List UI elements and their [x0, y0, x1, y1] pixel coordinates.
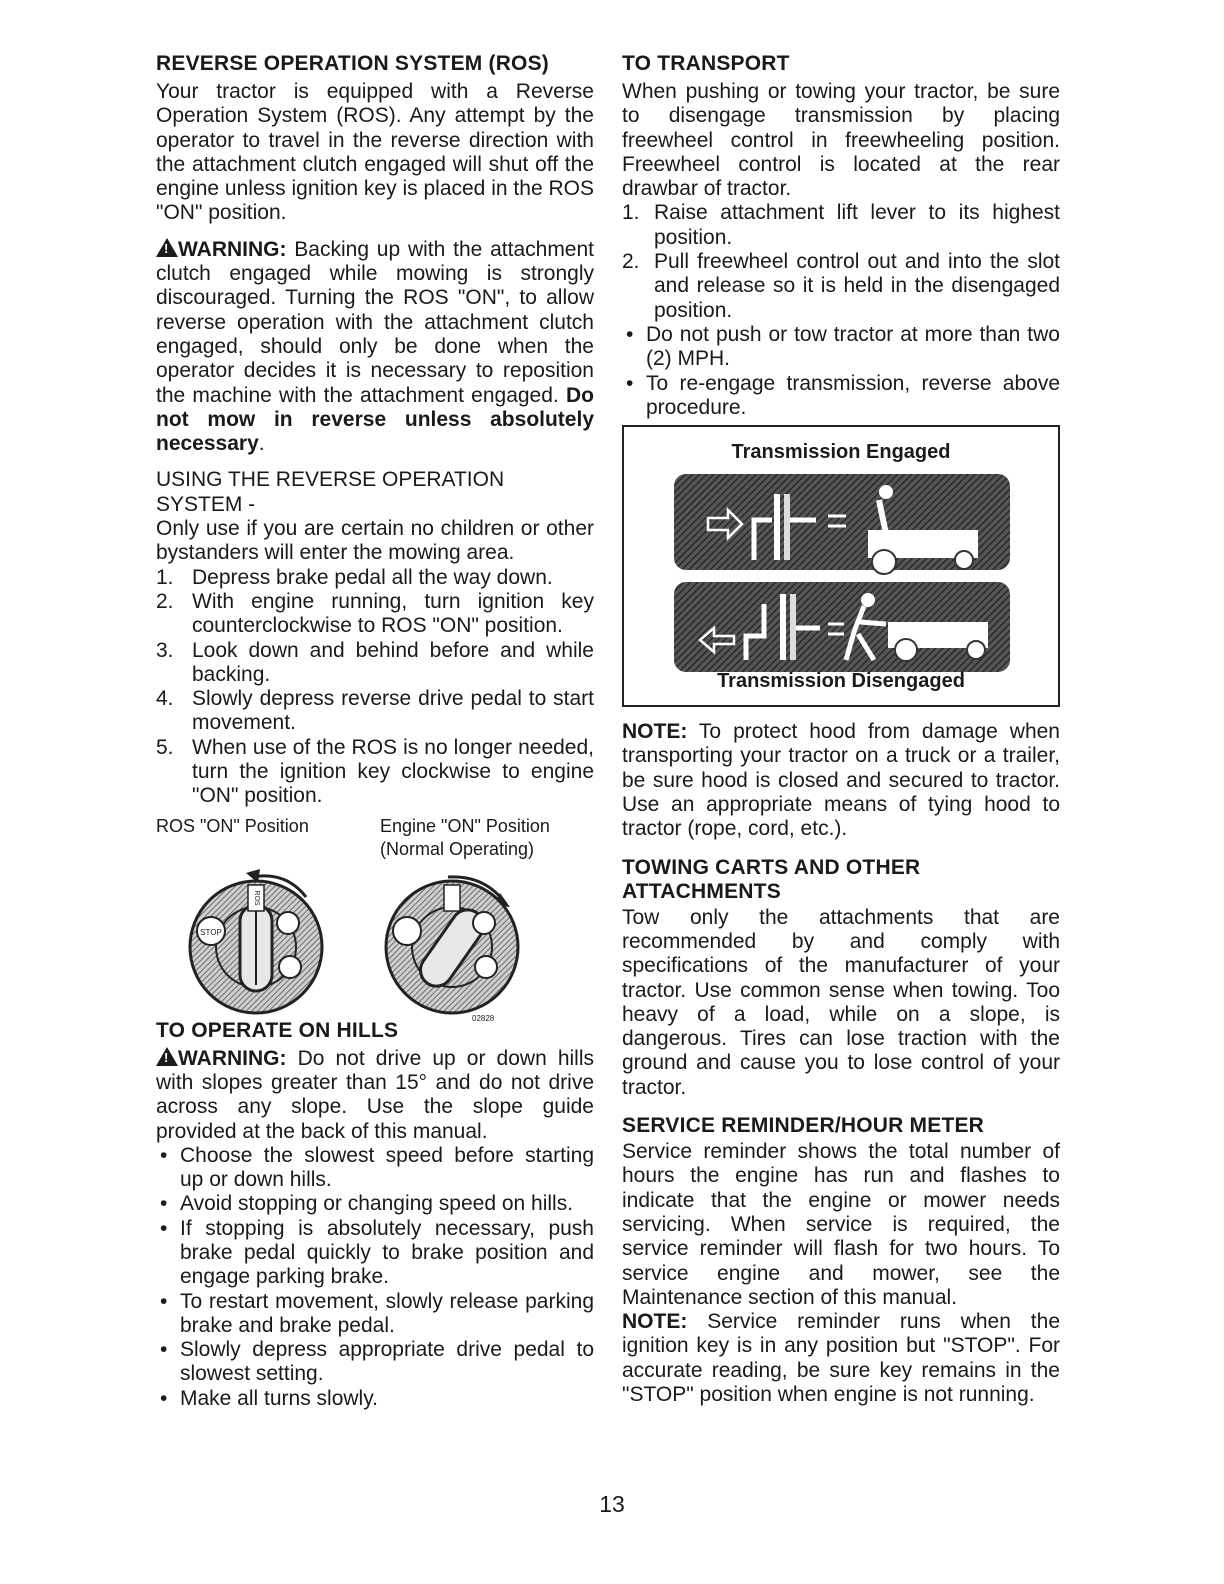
note-text: Service reminder runs when the ignition key is in any position but "STOP". For accurate reading, be sure key remains in the "STOP" position when engine is not running. [622, 1310, 1060, 1406]
using-intro: Only use if you are certain no children or other bystanders will enter the mowing area. [156, 517, 594, 565]
service-note [622, 1310, 1060, 1407]
step-text: Look down and behind before and while backing. [192, 638, 594, 686]
step-number: 4. [156, 687, 174, 711]
ros-on-dial-icon [190, 869, 322, 1013]
list-item [156, 736, 594, 809]
step-number: 2. [622, 250, 640, 274]
list-item [622, 250, 1060, 323]
transmission-panels [624, 464, 1058, 674]
bullet-text: Avoid stopping or changing speed on hills. [180, 1192, 574, 1216]
transport-note [622, 720, 1060, 841]
list-item: • If stopping is absolutely necessary, push brake pedal quickly to brake position and engage parking brake. [160, 1216, 594, 1289]
list-item: • Make all turns slowly. [160, 1386, 379, 1410]
note-label: NOTE: [622, 1310, 688, 1334]
step-text: When use of the ROS is no longer needed, turn the ignition key clockwise to engine "ON" position. [192, 735, 594, 808]
dial-ros-label: ROS [253, 890, 260, 906]
step-number: 1. [156, 565, 174, 589]
transmission-figure [622, 425, 1060, 707]
engaged-panel-icon [674, 474, 1010, 574]
step-text: Raise attachment lift lever to its highest position. [654, 201, 1060, 249]
transport-steps [622, 201, 1060, 322]
caption-ros: ROS "ON" Position [156, 815, 309, 836]
left-column [156, 52, 594, 1411]
bullet-text: Choose the slowest speed before starting up or down hills. [180, 1143, 594, 1192]
bullet-text: Do not push or tow tractor at more than two (2) MPH. [646, 322, 1060, 371]
right-column [622, 52, 1060, 1407]
ignition-dials-figure [156, 863, 594, 1023]
warning-bold: Do not mow in reverse unless absolutely necessary [156, 383, 594, 456]
step-text: Pull freewheel control out and into the slot and release so it is held in the disengaged position. [654, 250, 1060, 322]
hills-warning [156, 1047, 594, 1144]
warning-triangle-icon [156, 238, 178, 257]
step-number: 3. [156, 638, 174, 662]
caption-engine [380, 815, 550, 861]
step-number: 1. [622, 201, 640, 225]
page-number: 13 [599, 1491, 625, 1517]
step-text: Depress brake pedal all the way down. [192, 565, 553, 589]
service-text: Service reminder shows the total number of hours the engine has run and flashes to indicate that the engine or mower needs servicing. When service is required, the service reminder will flash for two hours. To service engine and mower, see the Maintenance section of this manual. [622, 1140, 1060, 1309]
list-item [156, 566, 594, 590]
caption-engine-line2: (Normal Operating) [380, 838, 535, 859]
warning-text: Do not drive up or down hills with slopes greater than 15° and do not drive across any slope. Use the slope guide provided at the back of this manual. [156, 1046, 594, 1143]
ros-warning [156, 238, 594, 457]
dial-stop-label: STOP [200, 927, 222, 937]
warning-triangle-icon [156, 1047, 178, 1066]
list-item [156, 687, 594, 736]
towing-text: Tow only the attachments that are recommended by and comply with specifications of the manufacturer of your tractor. Use common sense when towing. Too heavy of a load, while on a slope, is dangerous. Tires can lose traction with the ground and cause you to lose control of your tractor. [622, 905, 1060, 1099]
caption-engine-line1: Engine "ON" Position [380, 815, 550, 836]
ros-heading: REVERSE OPERATION SYSTEM (ROS) [156, 52, 549, 75]
warning-end: . [258, 432, 265, 456]
bullet-text: Make all turns slowly. [180, 1386, 379, 1410]
list-item [622, 201, 1060, 250]
towing-heading: TOWING CARTS AND OTHER ATTACHMENTS [622, 855, 921, 903]
bullet-text: To re-engage transmission, reverse above procedure. [646, 371, 1060, 419]
list-item: • Avoid stopping or changing speed on hills. [160, 1192, 574, 1216]
list-item: • To re-engage transmission, reverse above procedure. [626, 371, 1060, 419]
hills-bullets [156, 1144, 594, 1411]
list-item [156, 590, 594, 639]
list-item [156, 639, 594, 688]
transmission-disengaged-caption: Transmission Disengaged [717, 670, 965, 692]
step-number: 2. [156, 589, 174, 613]
step-text: With engine running, turn ignition key counterclockwise to ROS "ON" position. [192, 589, 594, 638]
transport-heading: TO TRANSPORT [622, 52, 790, 75]
bullet-text: If stopping is absolutely necessary, push brake pedal quickly to brake position and engage parking brake. [180, 1216, 594, 1289]
hills-heading: TO OPERATE ON HILLS [156, 1018, 399, 1042]
ros-intro: Your tractor is equipped with a Reverse Operation System (ROS). Any attempt by the operator to travel in the reverse direction with the attachment clutch engaged will shut off the engine unless ignition key is placed in the ROS "ON" position. [156, 80, 594, 225]
warning-label: WARNING: [178, 1046, 287, 1070]
list-item: • Choose the slowest speed before starting up or down hills. [160, 1143, 594, 1192]
step-number: 5. [156, 735, 174, 759]
note-label: NOTE: [622, 720, 688, 744]
list-item: • To restart movement, slowly release parking brake and brake pedal. [160, 1289, 594, 1337]
transmission-engaged-caption: Transmission Engaged [731, 441, 951, 463]
step-text: Slowly depress reverse drive pedal to start movement. [192, 687, 594, 735]
transport-bullets [622, 323, 1060, 420]
disengaged-panel-icon [674, 582, 1010, 672]
service-heading: SERVICE REMINDER/HOUR METER [622, 1114, 985, 1138]
bullet-text: Slowly depress appropriate drive pedal to slowest setting. [180, 1338, 594, 1386]
dial-captions [156, 815, 594, 861]
figure-code: 02828 [472, 1013, 495, 1023]
warning-text: Backing up with the attachment clutch engaged while mowing is strongly discouraged. Turning the ROS "ON", to allow reverse operation with the attachment clutch engaged, should only be done when the operator decides it is necessary to reposition the machine with the attachment engaged. [156, 237, 594, 407]
bullet-text: To restart movement, slowly release parking brake and brake pedal. [180, 1289, 594, 1337]
transport-intro: When pushing or towing your tractor, be sure to disengage transmission by placing freewheel control in freewheeling position. Freewheel control is located at the rear drawbar of tractor. [622, 80, 1060, 201]
engine-on-dial-icon [386, 876, 518, 1012]
warning-label: WARNING: [178, 237, 287, 261]
list-item: • Do not push or tow tractor at more than two (2) MPH. [626, 322, 1060, 371]
ros-steps [156, 566, 594, 809]
list-item: • Slowly depress appropriate drive pedal to slowest setting. [160, 1338, 594, 1386]
using-heading: USING THE REVERSE OPERATION SYSTEM - [156, 468, 505, 516]
note-text: To protect hood from damage when transporting your tractor on a truck or a trailer, be sure hood is closed and secured to tractor. Use an appropriate means of tying hood to tractor (rope, cord, etc.). [622, 720, 1060, 841]
